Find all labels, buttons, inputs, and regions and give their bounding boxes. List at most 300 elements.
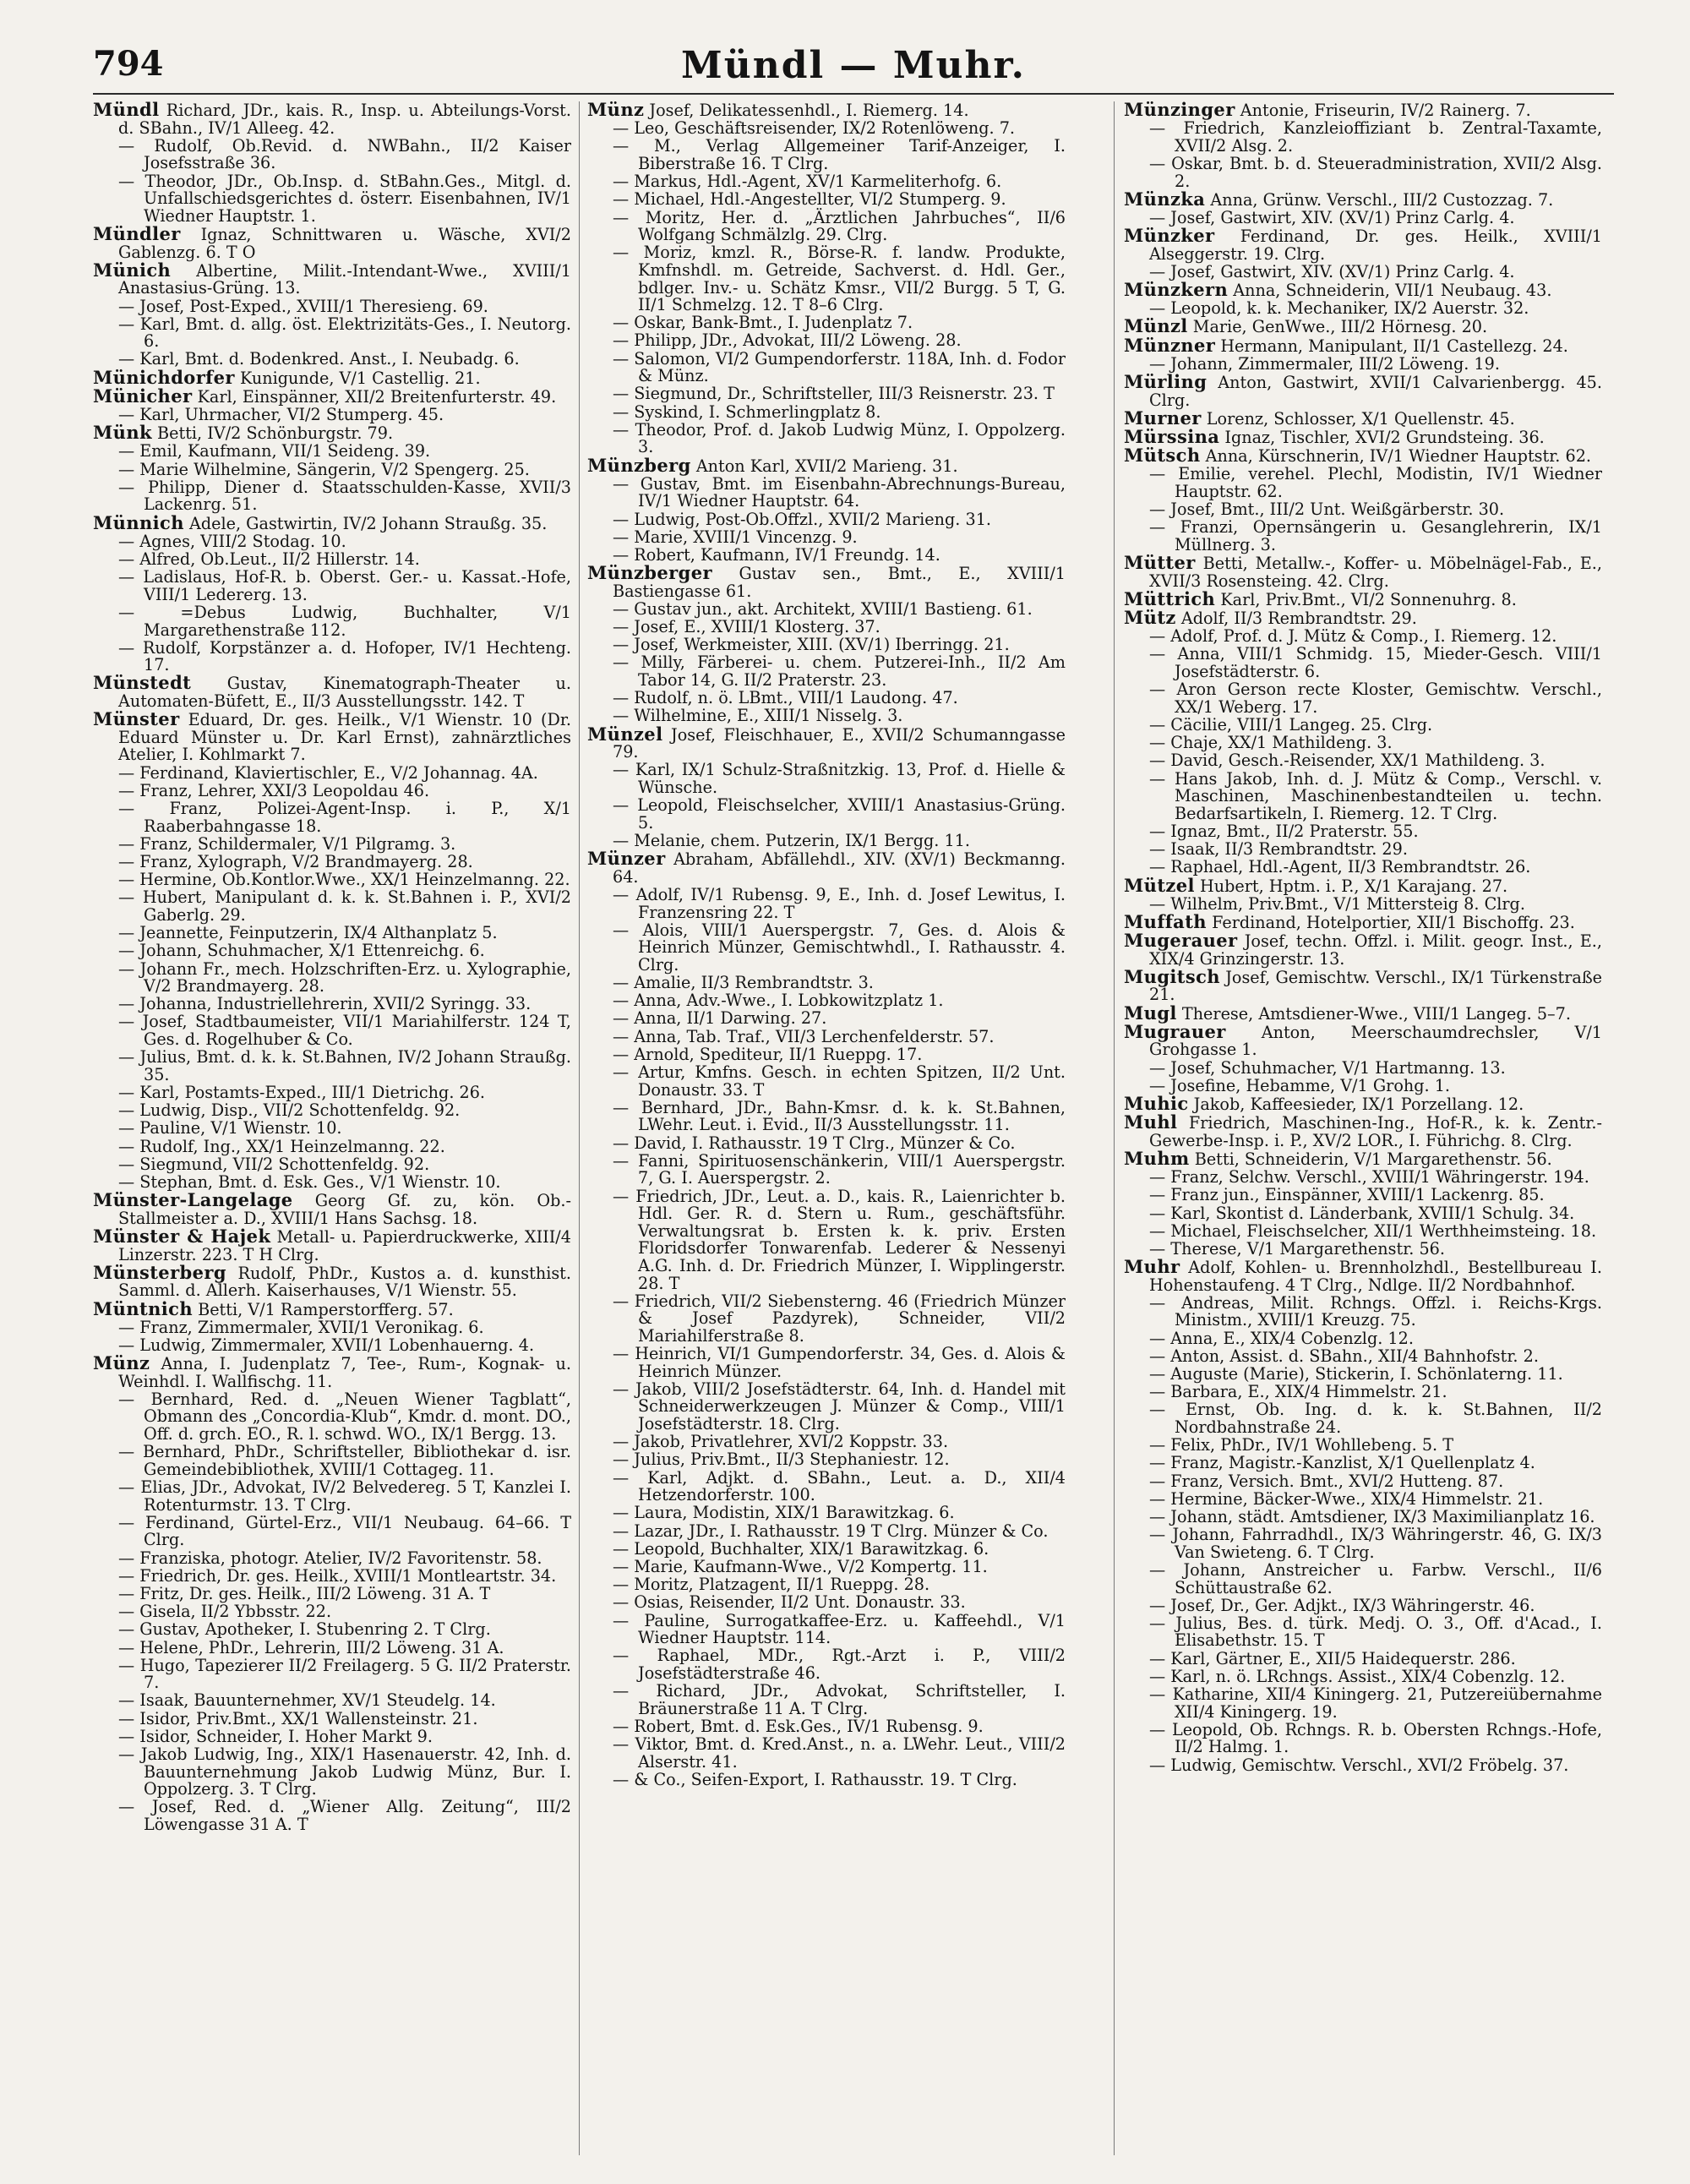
directory-subentry: [93, 780, 571, 800]
directory-entry: [587, 562, 1066, 601]
directory-entry: [93, 222, 571, 262]
entry-text: Ferdinand, Hotelportier, XII/1 Bischoffg. 23.: [1212, 912, 1575, 932]
directory-subentry: [93, 871, 571, 889]
directory-subentry: [587, 598, 1066, 619]
entry-text: — Karl, Bmt. d. Bodenkred. Anst., I. Neubadg. 6.: [118, 349, 520, 369]
column-2: [587, 101, 1066, 2164]
entry-text: Josef, techn. Offzl. i. Milit. geogr. Inst., E., XIX/4 Grinzingerstr. 13.: [1149, 931, 1602, 969]
directory-entry: [1124, 1147, 1602, 1169]
entry-surname: Murner: [1124, 407, 1202, 429]
entry-text: — Josef, Schuhmacher, V/1 Hartmanng. 13.: [1149, 1057, 1506, 1078]
entry-surname: Muhl: [1124, 1111, 1178, 1133]
directory-subentry: [587, 1504, 1066, 1522]
directory-subentry: [1124, 1668, 1602, 1686]
entry-text: — Michael, Fleischselcher, XII/1 Werthheimsteing. 18.: [1149, 1220, 1597, 1241]
directory-subentry: [587, 1467, 1066, 1505]
entry-text: — Anna, Tab. Traf., VII/3 Lerchenfelderstr. 57.: [613, 1026, 995, 1046]
entry-text: — Isaak, Bauunternehmer, XV/1 Steudelg. 14.: [118, 1690, 496, 1711]
directory-subentry: [587, 654, 1066, 689]
entry-surname: Münzer: [587, 848, 666, 870]
entry-text: — Friedrich, VII/2 Siebensterng. 46 (Friedrich Münzer & Josef Pazdyrek), Schneider, VII/2 Mariahilferstraße 8.: [613, 1291, 1066, 1346]
page-number: 794: [93, 44, 164, 84]
directory-entry: [93, 1261, 571, 1301]
directory-subentry: [93, 569, 571, 603]
column-divider: [1114, 101, 1115, 2155]
entry-text: — Adolf, IV/1 Rubensg. 9, E., Inh. d. Josef Lewitus, I. Franzensring 22. T: [613, 884, 1066, 922]
entry-text: — Alois, VIII/1 Auerspergstr. 7, Ges. d. Alois & Heinrich Münzer, Gemischtwhdl., I. Rathausstr. 4. Clrg.: [613, 920, 1066, 975]
directory-subentry: [1124, 1686, 1602, 1721]
entry-text: — Josef, Dr., Ger. Adjkt., IX/3 Währingerstr. 46.: [1149, 1595, 1535, 1615]
directory-subentry: [93, 1799, 571, 1833]
directory-subentry: [587, 191, 1066, 209]
directory-entry: [1124, 334, 1602, 356]
entry-text: — Hugo, Tapezierer II/2 Freilagerg. 5 G. II/2 Praterstr. 7.: [118, 1655, 571, 1693]
entry-text: Gustav, Kinematograph-Theater u. Automaten-Büfett, E., II/3 Ausstellungsstr. 142. T: [118, 674, 571, 712]
entry-text: Adolf, Kohlen- u. Brennholzhdl., Bestellbureau I. Hohenstaufeng. 4 T Clrg., Ndlge. II/2 Nordbahnhof.: [1149, 1258, 1602, 1295]
entry-text: — & Co., Seifen-Export, I. Rathausstr. 19. T Clrg.: [613, 1769, 1017, 1789]
entry-text: — Gustav jun., akt. Architekt, XVIII/1 Bastieng. 61.: [613, 598, 1033, 619]
directory-subentry: [93, 637, 571, 675]
entry-text: — Isidor, Schneider, I. Hoher Markt 9.: [118, 1726, 433, 1746]
entry-surname: Münichdorfer: [93, 366, 235, 388]
entry-surname: Münz: [93, 1352, 150, 1374]
directory-subentry: [587, 1523, 1066, 1541]
directory-subentry: [1124, 1401, 1602, 1436]
directory-entry: [1124, 188, 1602, 210]
directory-entry: [1124, 101, 1602, 120]
directory-subentry: [93, 925, 571, 942]
entry-surname: Münzinger: [1124, 101, 1235, 120]
entry-text: — David, I. Rathausstr. 19 T Clrg., Münzer & Co.: [613, 1133, 1016, 1153]
entry-surname: Mugl: [1124, 1002, 1177, 1024]
entry-text: Anton, Gastwirt, XVII/1 Calvarienbergg. 45. Clrg.: [1149, 373, 1602, 410]
entry-text: — Gisela, II/2 Ybbsstr. 22.: [118, 1602, 332, 1622]
entry-text: — Andreas, Milit. Rchngs. Offzl. i. Reichs-Krgs. Ministm., XVIII/1 Kreuzg. 75.: [1149, 1292, 1602, 1330]
entry-text: — Karl, Uhrmacher, VI/2 Stumperg. 45.: [118, 405, 444, 425]
directory-subentry: [587, 1188, 1066, 1293]
entry-text: — Anna, Adv.-Wwe., I. Lobkowitzplatz 1.: [613, 991, 944, 1011]
directory-subentry: [93, 1319, 571, 1337]
directory-subentry: [93, 1479, 571, 1514]
entry-surname: Mütz: [1124, 607, 1176, 629]
entry-surname: Mündler: [93, 222, 181, 244]
directory-subentry: [587, 1046, 1066, 1064]
entry-text: — Friedrich, JDr., Leut. a. D., kais. R., Laienrichter b. Hdl. Ger. R. d. Stern u. Rum., geschäftsführ. Verwaltungsrat b. Ersten k. k. priv. Ersten Floridsdorfer Tonwarenfab. Lederer & Nessenyi A.G. Inh. d. Dr. Friedrich Münzer, I. Wipplingerstr. 28. T: [613, 1186, 1066, 1293]
directory-subentry: [587, 636, 1066, 654]
entry-text: — Anna, VIII/1 Schmidg. 15, Mieder-Gesch. VIII/1 Josefstädterstr. 6.: [1149, 644, 1602, 682]
directory-entry: [587, 454, 1066, 476]
directory-subentry: [93, 135, 571, 173]
directory-subentry: [1124, 1348, 1602, 1366]
entry-surname: Münnich: [93, 511, 184, 533]
directory-entry: [1124, 227, 1602, 263]
directory-subentry: [587, 1150, 1066, 1188]
entry-text: — Rudolf, Korpstänzer a. d. Hofoper, IV/1 Hechteng. 17.: [118, 637, 571, 675]
entry-text: — Robert, Kaufmann, IV/1 Freundg. 14.: [613, 544, 940, 565]
entry-text: Adele, Gastwirtin, IV/2 Johann Straußg. 35.: [189, 513, 548, 533]
entry-text: — Franz, Versich. Bmt., XVI/2 Hutteng. 87.: [1149, 1471, 1504, 1491]
entry-text: — Rudolf, Ob.Revid. d. NWBahn., II/2 Kaiser Josefsstraße 36.: [118, 135, 571, 173]
entry-text: — Oskar, Bmt. b. d. Steueradministration, XVII/2 Alsg. 2.: [1149, 153, 1602, 191]
entry-text: Abraham, Abfällehdl., XIV. (XV/1) Beckmanng. 64.: [613, 849, 1066, 887]
column-1: [93, 101, 571, 2164]
entry-text: — Karl, Postamts-Exped., III/1 Dietrichg. 26.: [118, 1083, 486, 1103]
entry-text: — Milly, Färberei- u. chem. Putzerei-Inh., II/2 Am Tabor 14, G. II/2 Praterstr. 23.: [613, 652, 1066, 691]
entry-text: — Karl, Adjkt. d. SBahn., Leut. a. D., XII/4 Hetzendorferstr. 100.: [613, 1467, 1066, 1505]
entry-text: — Lazar, JDr., I. Rathausstr. 19 T Clrg. Münzer & Co.: [613, 1521, 1049, 1541]
entry-text: Betti, V/1 Ramperstorfferg. 57.: [198, 1299, 454, 1319]
entry-text: — Robert, Bmt. d. Esk.Ges., IV/1 Rubensg. 9.: [613, 1716, 984, 1736]
directory-subentry: [93, 1013, 571, 1048]
entry-text: — Moritz, Platzagent, II/1 Rueppg. 28.: [613, 1575, 930, 1595]
entry-text: — Franzi, Opernsängerin u. Gesanglehrerin, IX/1 Müllnerg. 3.: [1149, 517, 1602, 554]
entry-text: — Karl, n. ö. LRchngs. Assist., XIX/4 Cobenzlg. 12.: [1149, 1666, 1566, 1686]
entry-text: — Josef, Bmt., III/2 Unt. Weißgärberstr. 30.: [1149, 500, 1505, 520]
entry-text: — Johann, Schuhmacher, X/1 Ettenreichg. 6.: [118, 941, 485, 961]
directory-subentry: [93, 851, 571, 871]
entry-surname: Mündl: [93, 101, 160, 120]
entry-text: Ferdinand, Dr. ges. Heilk., XVIII/1 Alseggerstr. 19. Clrg.: [1149, 227, 1602, 264]
entry-text: — Jakob, VIII/2 Josefstädterstr. 64, Inh. d. Handel mit Schneiderwerkzeugen J. Münzer & Comp., VIII/1 Josefstädterstr. 18. Clrg.: [613, 1379, 1066, 1434]
directory-subentry: [1124, 300, 1602, 318]
entry-text: — M., Verlag Allgemeiner Tarif-Anzeiger, I. Biberstraße 16. T Clrg.: [613, 136, 1066, 173]
directory-entry: [93, 511, 571, 533]
entry-text: Josef, Gemischtw. Verschl., IX/1 Türkenstraße 21.: [1149, 967, 1602, 1005]
entry-text: — Cäcilie, VIII/1 Langeg. 25. Clrg.: [1149, 715, 1433, 735]
entry-text: — Franz, Polizei-Agent-Insp. i. P., X/1 Raaberbahngasse 18.: [118, 799, 571, 836]
entry-text: Hermann, Manipulant, II/1 Castellezg. 24.: [1220, 336, 1568, 356]
entry-text: — Julius, Bmt. d. k. k. St.Bahnen, IV/2 Johann Straußg. 35.: [118, 1047, 571, 1084]
entry-text: — Syskind, I. Schmerlingplatz 8.: [613, 401, 881, 422]
entry-text: Metall- u. Papierdruckwerke, XIII/4 Linzerstr. 223. T H Clrg.: [118, 1226, 571, 1264]
directory-subentry: [93, 1550, 571, 1568]
entry-text: — Ferdinand, Klaviertischler, E., V/2 Johannag. 4A.: [118, 762, 538, 783]
entry-surname: Münster: [93, 708, 180, 730]
entry-text: — Leo, Geschäftsreisender, IX/2 Rotenlöweng. 7.: [613, 118, 1016, 139]
entry-text: — Leopold, Fleischselcher, XVIII/1 Anastasius-Grüng. 5.: [613, 795, 1066, 833]
directory-subentry: [587, 332, 1066, 350]
entry-text: — Chaje, XX/1 Mathildeng. 3.: [1149, 733, 1393, 753]
entry-text: — Franziska, photogr. Atelier, IV/2 Favoritenstr. 58.: [118, 1548, 542, 1568]
entry-text: Therese, Amtsdiener-Wwe., VIII/1 Langeg. 5–7.: [1181, 1003, 1571, 1024]
entry-text: — Barbara, E., XIX/4 Himmelstr. 21.: [1149, 1382, 1447, 1402]
entry-text: Georg Gf. zu, kön. Ob.-Stallmeister a. D., XVIII/1 Hans Sachsg. 18.: [118, 1191, 571, 1228]
directory-subentry: [1124, 752, 1602, 770]
directory-entry: [1124, 932, 1602, 968]
directory-subentry: [587, 419, 1066, 457]
directory-subentry: [1124, 1506, 1602, 1526]
directory-entry: [587, 723, 1066, 762]
directory-entry: [93, 1225, 571, 1264]
entry-surname: Münzker: [1124, 225, 1215, 247]
entry-text: — Hermine, Bäcker-Wwe., XIX/4 Himmelstr. 21.: [1149, 1488, 1544, 1509]
directory-entry: [93, 1189, 571, 1228]
entry-text: — Philipp, Diener d. Staatsschulden-Kasse, XVII/3 Lackenrg. 51.: [118, 477, 571, 515]
entry-text: — Leopold, Buchhalter, XIX/1 Barawitzkag. 6.: [613, 1538, 989, 1559]
directory-subentry: [1124, 681, 1602, 716]
directory-subentry: [587, 1293, 1066, 1346]
directory-subentry: [587, 348, 1066, 386]
entry-text: — Theodor, JDr., Ob.Insp. d. StBahn.Ges., Mitgl. d. Unfallschiedsgerichtes d. österr. Eisenbahnen, IV/1 Wiedner Hauptstr. 1.: [118, 171, 571, 226]
entry-text: Karl, Einspänner, XII/2 Breitenfurterstr. 49.: [197, 386, 557, 407]
entry-text: — Moriz, kmzl. R., Börse-R. f. landw. Produkte, Kmfnshdl. m. Getreide, Sachverst. d. Hdl. Ger., bdlger. Inv.- u. Schätz Kmsr., VII/2 Burgg. 5 T, G. II/1 Schmelzg. 12. T 8–6 Clrg.: [613, 243, 1066, 315]
entry-text: — Therese, V/1 Margarethenstr. 56.: [1149, 1238, 1445, 1259]
entry-text: — Franz, Zimmermaler, XVII/1 Veronikag. 6.: [118, 1317, 484, 1337]
directory-subentry: [93, 604, 571, 639]
directory-entry: [1124, 1020, 1602, 1060]
directory-subentry: [587, 1769, 1066, 1789]
entry-text: — Ludwig, Zimmermaler, XVII/1 Lobenhauerng. 4.: [118, 1335, 535, 1355]
entry-surname: Muhic: [1124, 1093, 1189, 1114]
entry-text: — Ernst, Ob. Ing. d. k. k. St.Bahnen, II/2 Nordbahnstraße 24.: [1149, 1400, 1602, 1437]
directory-entry: [1124, 1095, 1602, 1114]
directory-subentry: [587, 244, 1066, 314]
entry-text: Lorenz, Schlosser, X/1 Quellenstr. 45.: [1206, 408, 1515, 429]
entry-surname: Münzner: [1124, 334, 1216, 356]
directory-subentry: [93, 1746, 571, 1799]
entry-text: — Michael, Hdl.-Angestellter, VI/2 Stumperg. 9.: [613, 189, 1006, 210]
directory-subentry: [587, 1576, 1066, 1594]
entry-text: — Julius, Priv.Bmt., II/3 Stephaniestr. 12.: [613, 1450, 950, 1470]
directory-subentry: [1124, 1238, 1602, 1259]
entry-text: — Ladislaus, Hof-R. b. Oberst. Ger.- u. Kassat.-Hofe, VIII/1 Ledererg. 13.: [118, 567, 571, 604]
entry-text: Anna, Kürschnerin, IV/1 Wiedner Hauptstr. 62.: [1205, 446, 1591, 467]
directory-entry: [1124, 281, 1602, 300]
directory-subentry: [587, 762, 1066, 796]
directory-subentry: [93, 173, 571, 226]
directory-entry: [93, 385, 571, 407]
directory-subentry: [93, 762, 571, 783]
directory-entry: [93, 1297, 571, 1319]
entry-text: — Leopold, Ob. Rchngs. R. b. Obersten Rchngs.-Hofe, II/2 Halmg. 1.: [1149, 1719, 1602, 1757]
entry-text: Karl, Priv.Bmt., VI/2 Sonnenuhrg. 8.: [1220, 589, 1517, 609]
entry-text: — Johann, Zimmermaler, III/2 Löweng. 19.: [1149, 353, 1500, 374]
directory-subentry: [1124, 1757, 1602, 1775]
entry-text: Betti, Metallw.-, Koffer- u. Möbelnägel-Fab., E., XVII/3 Rosensteing. 42. Clrg.: [1149, 554, 1602, 591]
entry-text: — Raphael, MDr., Rgt.-Arzt i. P., VIII/2 Josefstädterstraße 46.: [613, 1646, 1066, 1683]
directory-subentry: [1124, 120, 1602, 155]
directory-subentry: [93, 551, 571, 569]
entry-text: — Franz, Lehrer, XXI/3 Leopoldau 46.: [118, 780, 430, 800]
entry-text: — Josef, Red. d. „Wiener Allg. Zeitung“, III/2 Löwengasse 31 A. T: [118, 1797, 571, 1834]
directory-subentry: [93, 1692, 571, 1710]
directory-entry: [93, 259, 571, 298]
entry-surname: Münk: [93, 422, 152, 444]
directory-subentry: [93, 407, 571, 424]
directory-entry: [1124, 587, 1602, 609]
directory-subentry: [93, 1603, 571, 1621]
entry-surname: Mürling: [1124, 371, 1208, 393]
directory-subentry: [93, 298, 571, 316]
directory-subentry: [1124, 1559, 1602, 1597]
entry-text: — Karl, Skontist d. Länderbank, XVIII/1 Schulg. 34.: [1149, 1203, 1575, 1223]
entry-text: Anna, I. Judenplatz 7, Tee-, Rum-, Kognak- u. Weinhdl. I. Wallfischg. 11.: [118, 1354, 571, 1391]
directory-subentry: [1124, 1719, 1602, 1757]
directory-subentry: [93, 1512, 571, 1550]
directory-subentry: [587, 1736, 1066, 1771]
entry-text: Kunigunde, V/1 Castellig. 21.: [239, 368, 481, 388]
entry-surname: Münstedt: [93, 672, 192, 694]
entry-text: — Gustav, Apotheker, I. Stubenring 2. T Clrg.: [118, 1619, 491, 1640]
directory-subentry: [1124, 1187, 1602, 1204]
entry-text: — Felix, PhDr., IV/1 Wohllebeng. 5. T: [1149, 1435, 1454, 1455]
header-rule: [93, 93, 1614, 95]
directory-subentry: [587, 1718, 1066, 1736]
entry-text: — Adolf, Prof. d. J. Mütz & Comp., I. Riemerg. 12.: [1149, 626, 1557, 647]
entry-text: — Siegmund, VII/2 Schottenfeldg. 92.: [118, 1154, 430, 1174]
entry-text: — Ludwig, Gemischtw. Verschl., XVI/2 Fröbelg. 37.: [1149, 1755, 1569, 1775]
entry-text: — Franz, Selchw. Verschl., XVIII/1 Währingerstr. 194.: [1149, 1167, 1589, 1188]
directory-subentry: [93, 479, 571, 514]
directory-subentry: [93, 1156, 571, 1174]
entry-surname: Münster & Hajek: [93, 1225, 271, 1247]
entry-text: — Anna, II/1 Darwing. 27.: [613, 1008, 827, 1029]
directory-subentry: [93, 1728, 571, 1746]
directory-subentry: [587, 619, 1066, 636]
entry-text: — Hans Jakob, Inh. d. J. Mütz & Comp., Verschl. v. Maschinen, Maschinenbestandteilen u. techn. Bedarfsartikeln, I. Riemerg. 12. T Clrg.: [1149, 768, 1602, 823]
directory-subentry: [1124, 1075, 1602, 1095]
directory-subentry: [93, 996, 571, 1013]
entry-text: Adolf, II/3 Rembrandtstr. 29.: [1180, 609, 1417, 629]
entry-text: — Bernhard, Red. d. „Neuen Wiener Tagblatt“, Obmann des „Concordia-Klub“, Kmdr. d. mont. DO., Off. d. grch. EO., R. l. schwd. WO., IX/1 Bergg. 13.: [118, 1389, 571, 1444]
entry-surname: Münzberg: [587, 454, 691, 476]
directory-subentry: [1124, 1220, 1602, 1241]
directory-subentry: [587, 690, 1066, 707]
entry-text: — Amalie, II/3 Rembrandtstr. 3.: [613, 973, 874, 993]
entry-surname: Müttrich: [1124, 587, 1216, 609]
entry-text: — Friedrich, Dr. ges. Heilk., XVIII/1 Montleartstr. 34.: [118, 1565, 557, 1586]
directory-subentry: [93, 461, 571, 479]
directory-subentry: [1124, 1473, 1602, 1491]
entry-text: — Oskar, Bank-Bmt., I. Judenplatz 7.: [613, 313, 913, 333]
entry-text: Rudolf, PhDr., Kustos a. d. kunsthist. Samml. d. Allerh. Kaiserhauses, V/1 Wienstr. 55.: [118, 1263, 571, 1301]
directory-subentry: [587, 1433, 1066, 1451]
directory-subentry: [587, 1556, 1066, 1576]
directory-subentry: [587, 173, 1066, 191]
entry-text: Ignaz, Tischler, XVI/2 Grundsteing. 36.: [1224, 428, 1545, 447]
entry-surname: Muhr: [1124, 1256, 1180, 1278]
entry-surname: Münicher: [93, 385, 193, 407]
directory-subentry: [1124, 1057, 1602, 1078]
entry-surname: Mugitsch: [1124, 965, 1220, 987]
directory-subentry: [587, 1346, 1066, 1380]
directory-entry: [1124, 609, 1602, 628]
directory-subentry: [1124, 628, 1602, 646]
directory-subentry: [1124, 1526, 1602, 1561]
directory-subentry: [93, 1120, 571, 1138]
entry-text: Hubert, Hptm. i. P., X/1 Karajang. 27.: [1200, 876, 1508, 896]
entry-text: Jakob, Kaffeesieder, IX/1 Porzellang. 12.: [1193, 1095, 1524, 1114]
entry-text: — Jakob, Privatlehrer, XVI/2 Koppstr. 33.: [613, 1432, 949, 1452]
entry-text: — Leopold, k. k. Mechaniker, IX/2 Auerstr. 32.: [1149, 298, 1529, 319]
directory-subentry: [93, 316, 571, 351]
entry-text: — Osias, Reisender, II/2 Unt. Donaustr. 33.: [613, 1592, 966, 1613]
directory-subentry: [93, 1708, 571, 1728]
column-divider: [579, 101, 580, 2155]
entry-text: — Jakob Ludwig, Ing., XIX/1 Hasenauerstr. 42, Inh. d. Bauunternehmung Jakob Ludwig Münz, Bur. I. Oppolzerg. 3. T Clrg.: [118, 1744, 571, 1799]
entry-text: — Bernhard, PhDr., Schriftsteller, Bibliothekar d. isr. Gemeindebibliothek, XVIII/1 Cottageg. 11.: [118, 1442, 571, 1479]
directory-subentry: [93, 1444, 571, 1478]
directory-entry: [93, 674, 571, 710]
directory-subentry: [93, 533, 571, 551]
directory-subentry: [93, 1621, 571, 1639]
entry-text: Anna, Grünw. Verschl., III/2 Custozzag. 7.: [1210, 189, 1554, 210]
entry-text: — Gustav, Bmt. im Eisenbahn-Abrechnungs-Bureau, IV/1 Wiedner Hauptstr. 64.: [613, 473, 1066, 511]
entry-text: — Heinrich, VI/1 Gumpendorferstr. 34, Ges. d. Alois & Heinrich Münzer.: [613, 1344, 1066, 1381]
directory-entry: [1124, 371, 1602, 410]
entry-text: Anton Karl, XVII/2 Marieng. 31.: [695, 456, 958, 476]
entry-surname: Münzberger: [587, 562, 712, 584]
entry-text: — Rudolf, Ing., XX/1 Heinzelmanng. 22.: [118, 1136, 445, 1156]
column-3: [1124, 101, 1602, 2164]
directory-subentry: [1124, 1455, 1602, 1472]
directory-entry: [587, 850, 1066, 886]
directory-subentry: [1124, 1330, 1602, 1348]
entry-surname: Mürssina: [1124, 426, 1220, 447]
entry-text: Marie, GenWwe., III/2 Hörnesg. 20.: [1192, 317, 1488, 337]
entry-text: — Johann, Fahrradhdl., IX/3 Währingerstr. 46, G. IX/3 Van Swieteng. 6. T Clrg.: [1149, 1525, 1602, 1562]
entry-text: Betti, Schneiderin, V/1 Margarethenstr. 56.: [1194, 1149, 1552, 1169]
entry-text: Eduard, Dr. ges. Heilk., V/1 Wienstr. 10 (Dr. Eduard Münster u. Dr. Karl Ernst), zahnärztliches Atelier, I. Kohlmarkt 7.: [118, 710, 571, 765]
entry-text: — Franz, Xylograph, V/2 Brandmayerg. 28.: [118, 851, 473, 871]
entry-text: — Bernhard, JDr., Bahn-Kmsr. d. k. k. St.Bahnen, LWehr. Leut. i. Evid., II/3 Ausstellungsstr. 11.: [613, 1097, 1066, 1135]
entry-text: — Arnold, Spediteur, II/1 Rueppg. 17.: [613, 1044, 923, 1064]
entry-text: — Josef, Post-Exped., XVIII/1 Theresieng. 69.: [118, 296, 488, 316]
directory-subentry: [93, 1102, 571, 1120]
entry-text: — Marie, Kaufmann-Wwe., V/2 Kompertg. 11.: [613, 1556, 988, 1576]
directory-subentry: [587, 1683, 1066, 1717]
directory-entry: [93, 424, 571, 443]
directory-entry: [93, 708, 571, 765]
entry-text: Josef, Delikatessenhdl., I. Riemerg. 14.: [649, 101, 969, 120]
entry-text: — Johanna, Industriellehrerin, XVII/2 Syringg. 33.: [118, 994, 532, 1014]
directory-entry: [587, 101, 1066, 120]
directory-subentry: [587, 120, 1066, 138]
entry-text: — Richard, JDr., Advokat, Schriftsteller, I. Bräunerstraße 11 A. T Clrg.: [613, 1681, 1066, 1718]
entry-text: — Franz jun., Einspänner, XVIII/1 Lackenrg. 85.: [1149, 1185, 1545, 1205]
directory-subentry: [93, 1637, 571, 1657]
entry-surname: Mütter: [1124, 552, 1196, 574]
entry-text: — Markus, Hdl.-Agent, XV/1 Karmeliterhofg. 6.: [613, 172, 1002, 192]
entry-text: — Ludwig, Disp., VII/2 Schottenfeldg. 92.: [118, 1100, 461, 1121]
directory-subentry: [93, 942, 571, 960]
directory-subentry: [587, 1538, 1066, 1559]
directory-subentry: [587, 529, 1066, 547]
directory-subentry: [587, 1135, 1066, 1153]
entry-text: Ignaz, Schnittwaren u. Wäsche, XVI/2 Gablenzg. 6. T O: [118, 224, 571, 262]
entry-text: — Franz, Schildermaler, V/1 Pilgramg. 3.: [118, 833, 456, 854]
entry-text: — Josef, Gastwirt, XIV. (XV/1) Prinz Carlg. 4.: [1149, 207, 1515, 227]
directory-subentry: [1124, 1384, 1602, 1401]
directory-subentry: [587, 1610, 1066, 1648]
entry-text: — Johann, städt. Amtsdiener, IX/3 Maximilianplatz 16.: [1149, 1506, 1595, 1526]
entry-text: Richard, JDr., kais. R., Insp. u. Abteilungs-Vorst. d. SBahn., IV/1 Alleeg. 42.: [118, 101, 571, 138]
entry-text: — Stephan, Bmt. d. Esk. Ges., V/1 Wienstr. 10.: [118, 1171, 501, 1192]
directory-subentry: [1124, 859, 1602, 876]
directory-subentry: [587, 884, 1066, 922]
entry-surname: Mugerauer: [1124, 930, 1238, 952]
directory-entry: [93, 1352, 571, 1391]
entry-text: — Emilie, verehel. Plechl, Modistin, IV/1 Wiedner Hauptstr. 62.: [1149, 464, 1602, 501]
entry-text: — Katharine, XII/4 Kiningerg. 21, Putzereiübernahme XII/4 Kiningerg. 19.: [1149, 1684, 1602, 1722]
directory-entry: [1124, 1256, 1602, 1295]
entry-text: — David, Gesch.-Reisender, XX/1 Mathildeng. 3.: [1149, 751, 1546, 771]
entry-text: Anna, Schneiderin, VII/1 Neubaug. 43.: [1233, 281, 1552, 301]
entry-text: — Johann, Anstreicher u. Farbw. Verschl., II/6 Schüttaustraße 62.: [1149, 1559, 1602, 1597]
directory-subentry: [1124, 1292, 1602, 1330]
entry-surname: Mützel: [1124, 874, 1195, 896]
entry-text: Anton, Meerschaumdrechsler, V/1 Grohgasse 1.: [1149, 1022, 1602, 1060]
